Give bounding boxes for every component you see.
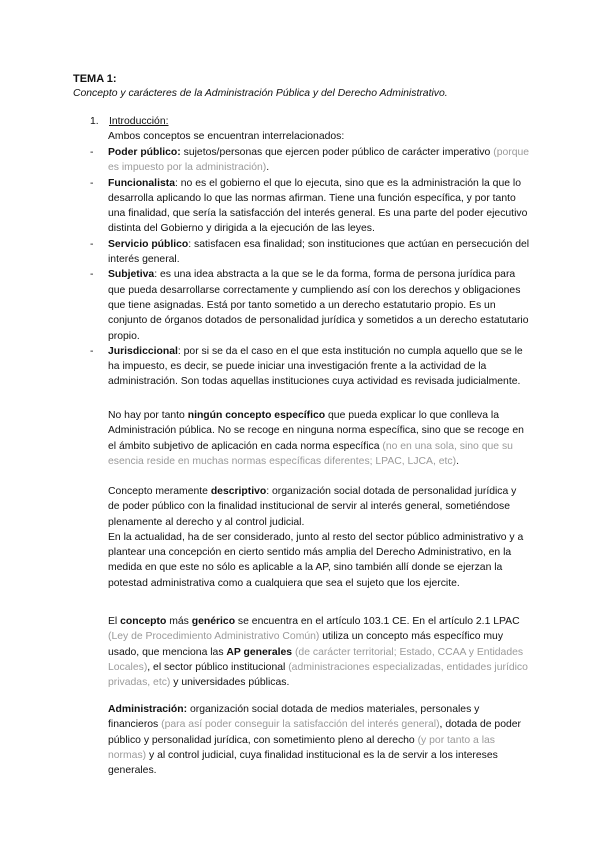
bold-run: concepto	[120, 616, 167, 627]
bold-run: genérico	[191, 616, 236, 627]
list-item-term: Jurisdiccional	[108, 345, 178, 357]
text-run: , dotada de poder público y personalidad jurídica, con sometimiento pleno al derecho	[108, 719, 522, 746]
paragraph-administration	[73, 702, 529, 778]
list-item-note: (porque es impuesto por la administración)	[108, 147, 530, 174]
text-run: En la actualidad, ha de ser considerado, junto al resto del sector público administrativo y a plantear una concepción en cierto sentido más amplia del Derecho Administrativo, en la medida en que este no sólo es aplicable a la AP, sino también allí donde se ejerzan la potestad administrativa como a cualquiera que sea el sujeto que los ejercite.	[108, 531, 524, 589]
list-item-term: Poder público:	[108, 147, 181, 158]
bold-run: ningún concepto específico	[187, 410, 326, 421]
text-run: : organización social dotada de personalidad jurídica y de poder público con la finalidad institucional de servir al interés general, sometiéndose plenamente al derecho y al control judicial.	[108, 486, 517, 528]
section-heading	[90, 116, 169, 127]
note-run: (no en una sola, sino que su esencia reside en muchas normas específicas diferentes; LPAC, LJCA, etc)	[108, 440, 513, 467]
bold-run: Administración:	[108, 704, 188, 715]
page-subtitle: Concepto y carácteres de la Administración Pública y del Derecho Administrativo.	[73, 88, 448, 99]
note-run: (y por tanto a las normas)	[108, 734, 495, 761]
list-item-text: : es una idea abstracta a la que se le da forma, forma de persona jurídica para que pueda desarrollarse correctamente y cumpliendo así con los derechos y obligaciones que tiene asignadas. Está por tanto sometido a un derecho estatutario propio. Es un conjunto de órganos dotados de personalidad jurídica y sometidos a un derecho estatutario propio.	[108, 269, 529, 342]
dash-bullet: -	[90, 238, 94, 250]
list-item	[90, 145, 530, 176]
text-run: y al control judicial, cuya finalidad institucional es la de servir a los intereses generales.	[108, 749, 498, 777]
list-item	[90, 267, 530, 343]
list-item-text: : no es el gobierno el que lo ejecuta, sino que es la administración la que lo desarrolla aplicando lo que las normas afirman. Tiene una función específica, y por tanto una finalidad, que sería la satisfacción del interés general. Es una parte del poder ejecutivo distinta del Gobierno y dirigida a la ejecución de las leyes.	[108, 177, 528, 235]
paragraph-no-concept	[73, 408, 529, 469]
bold-run: AP generales	[226, 646, 293, 658]
list-item	[90, 176, 530, 237]
note-run: (Ley de Procedimiento Administrativo Común)	[108, 631, 320, 643]
list-item	[90, 344, 530, 390]
note-run: (para así poder conseguir la satisfacción del interés general)	[161, 719, 440, 731]
text-run: se encuentra en el artículo 103.1 CE. En el artículo 2.1 LPAC	[235, 616, 520, 627]
text-run: organización social dotada de medios materiales, personales y financieros	[108, 704, 480, 731]
paragraph-descriptive	[73, 484, 529, 591]
paragraph-generic-concept	[73, 614, 529, 690]
text-run: que pueda explicar lo que conlleva la Administración pública. No se recoge en ninguna norma específica, sino que se recoge en el ámbito subjetivo de aplicación en cada norma específica	[108, 410, 524, 452]
list-item-text: : satisfacen esa finalidad; son instituciones que actúan en persecución del interés general.	[108, 238, 530, 266]
text-run: No hay por tanto	[108, 410, 188, 421]
list-item-tail: .	[266, 162, 270, 174]
section-lead: Ambos conceptos se encuentran interrelacionados:	[108, 131, 345, 142]
note-run: (de carácter territorial; Estado, CCAA y Entidades Locales)	[108, 646, 524, 673]
list-item	[90, 237, 530, 268]
list-item-term: Funcionalista	[108, 177, 175, 189]
text-run: El	[108, 616, 121, 627]
concept-list	[90, 145, 530, 390]
dash-bullet: -	[90, 345, 94, 357]
bold-run: descriptivo	[210, 486, 267, 497]
text-run: utiliza un concepto más específico muy usado, que menciona las	[108, 631, 504, 658]
dash-bullet: -	[90, 177, 94, 189]
note-run: (administraciones especializadas, entidades jurídico privadas, etc)	[108, 661, 528, 689]
text-run: más	[166, 616, 192, 627]
list-item-text: sujetos/personas que ejercen poder público de carácter imperativo	[180, 147, 494, 158]
dash-bullet: -	[90, 269, 94, 281]
section-heading-label: Introducción:	[109, 116, 169, 127]
text-run: .	[456, 455, 459, 467]
list-item-term: Subjetiva	[108, 269, 155, 281]
list-item-text: : por si se da el caso en el que esta institución no cumpla aquello que se le ha impuesto, es decir, se puede iniciar una investigación frente a la actividad de la administración. Son todas aquellas instituciones cuya actividad es revisada judicialmente.	[108, 345, 523, 388]
list-item-term: Servicio público	[108, 238, 189, 250]
dash-bullet: -	[90, 147, 94, 158]
text-run: Concepto meramente	[108, 486, 211, 497]
page-title: TEMA 1:	[73, 73, 117, 85]
text-run: , el sector público institucional	[147, 661, 289, 673]
text-run: y universidades públicas.	[170, 677, 290, 689]
section-number: 1.	[90, 116, 99, 127]
